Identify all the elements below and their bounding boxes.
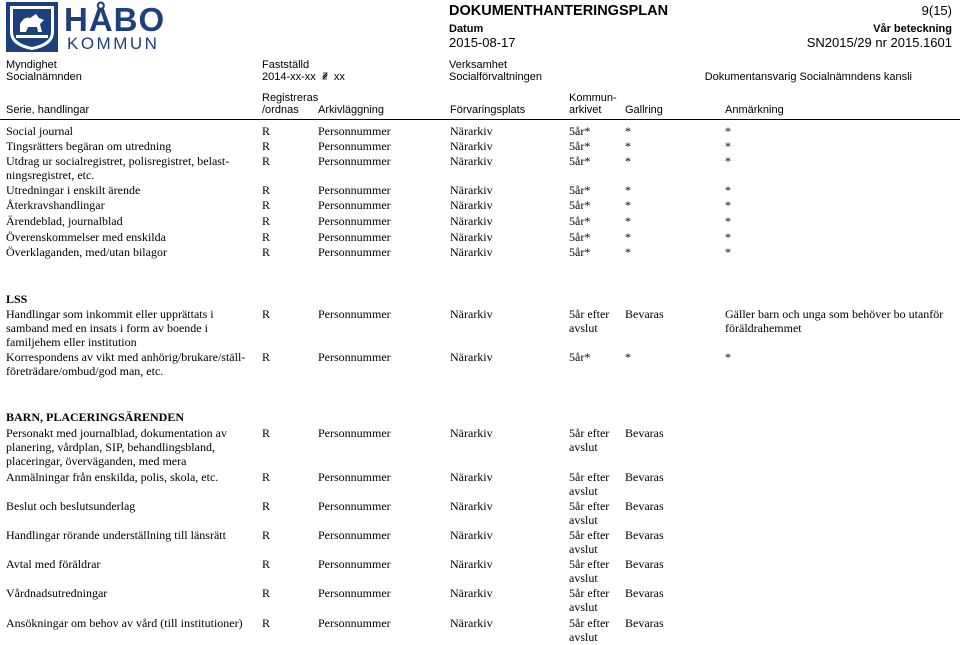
cell-forv: Närarkiv xyxy=(450,139,493,153)
cell-serie: Återkravshandlingar xyxy=(6,198,105,212)
cell-reg: R xyxy=(262,154,271,168)
cell-serie: Personakt med journalblad, dokumentation av planering, vårdplan, SIP, behandlingsbland, placeringar, överväganden, med mera xyxy=(6,426,227,468)
cell-serie: Korrespondens av vikt med anhörig/brukare/ställ-företrädare/ombud/god man, etc. xyxy=(6,350,246,378)
cell-forv: Närarkiv xyxy=(450,499,493,513)
col-anmarkning: Anmärkning xyxy=(725,104,784,116)
cell-komm: 5år* xyxy=(569,183,591,197)
cell-anm: * xyxy=(725,214,731,228)
cell-reg: R xyxy=(262,183,271,197)
col-serie: Serie, handlingar xyxy=(6,104,90,116)
datum-value: 2015-08-17 xyxy=(449,35,516,50)
cell-ark: Personnummer xyxy=(318,307,391,321)
cell-serie: Ansökningar om behov av vård (till institutioner) xyxy=(6,616,243,630)
myndighet-value: Socialnämnden xyxy=(6,71,82,83)
cell-forv: Närarkiv xyxy=(450,426,493,440)
cell-komm: 5år efter avslut xyxy=(569,470,610,498)
col-registreras-1: Registreras xyxy=(262,92,319,104)
dokumentansvarig-value: Dokumentansvarig Socialnämndens kansli xyxy=(704,71,912,83)
cell-gall: * xyxy=(625,124,631,138)
cell-forv: Närarkiv xyxy=(450,586,493,600)
cell-ark: Personnummer xyxy=(318,470,391,484)
cell-anm: * xyxy=(725,245,731,259)
document-title: DOKUMENTHANTERINGSPLAN xyxy=(449,3,669,19)
cell-ark: Personnummer xyxy=(318,528,391,542)
cell-gall: * xyxy=(625,154,631,168)
cell-ark: Personnummer xyxy=(318,124,391,138)
cell-forv: Närarkiv xyxy=(450,470,493,484)
brand-name: HÅBO xyxy=(64,1,166,38)
cell-ark: Personnummer xyxy=(318,350,391,364)
col-arkivlaggning: Arkivläggning xyxy=(318,104,385,116)
cell-gall: * xyxy=(625,139,631,153)
cell-ark: Personnummer xyxy=(318,139,391,153)
cell-anm: * xyxy=(725,183,731,197)
cell-ark: Personnummer xyxy=(318,214,391,228)
cell-gall: * xyxy=(625,230,631,244)
cell-serie: Social journal xyxy=(6,124,73,138)
cell-serie: Avtal med föräldrar xyxy=(6,557,101,571)
cell-forv: Närarkiv xyxy=(450,198,493,212)
cell-ark: Personnummer xyxy=(318,586,391,600)
cell-serie: Överklaganden, med/utan bilagor xyxy=(6,245,167,259)
cell-forv: Närarkiv xyxy=(450,528,493,542)
cell-ark: Personnummer xyxy=(318,499,391,513)
cell-reg: R xyxy=(262,557,271,571)
cell-reg: R xyxy=(262,499,271,513)
cell-forv: Närarkiv xyxy=(450,245,493,259)
cell-forv: Närarkiv xyxy=(450,557,493,571)
cell-komm: 5år efter avslut xyxy=(569,499,610,527)
cell-gall: * xyxy=(625,183,631,197)
reference-label: Vår beteckning xyxy=(873,23,952,35)
cell-forv: Närarkiv xyxy=(450,307,493,321)
page-number: 9(15) xyxy=(921,3,952,18)
cell-ark: Personnummer xyxy=(318,183,391,197)
cell-anm: * xyxy=(725,154,731,168)
cell-serie: Utredningar i enskilt ärende xyxy=(6,183,141,197)
cell-anm: * xyxy=(725,350,731,364)
cell-gall: Bevaras xyxy=(625,616,664,630)
cell-komm: 5år efter avslut xyxy=(569,307,610,335)
col-kommunarkivet-2: arkivet xyxy=(569,104,602,116)
cell-reg: R xyxy=(262,214,271,228)
cell-reg: R xyxy=(262,350,271,364)
cell-gall: Bevaras xyxy=(625,586,664,600)
cell-komm: 5år* xyxy=(569,198,591,212)
cell-serie: Utdrag ur socialregistret, polisregistret, belast-ningsregistret, etc. xyxy=(6,154,230,182)
cell-serie: Anmälningar från enskilda, polis, skola, etc. xyxy=(6,470,219,484)
cell-anm: Gäller barn och unga som behöver bo utanför föräldrahemmet xyxy=(725,307,944,335)
cell-anm: * xyxy=(725,230,731,244)
datum-label: Datum xyxy=(449,23,484,35)
cell-reg: R xyxy=(262,470,271,484)
cell-forv: Närarkiv xyxy=(450,183,493,197)
cell-forv: Närarkiv xyxy=(450,124,493,138)
cell-reg: R xyxy=(262,245,271,259)
cell-ark: Personnummer xyxy=(318,426,391,440)
cell-ark: Personnummer xyxy=(318,245,391,259)
cell-komm: 5år efter avslut xyxy=(569,426,610,454)
verksamhet-label: Verksamhet xyxy=(449,59,508,71)
cell-reg: R xyxy=(262,426,271,440)
cell-serie: Handlingar som inkommit eller upprättats i samband med en insats i form av boende i familjehem eller institution xyxy=(6,307,214,349)
cell-reg: R xyxy=(262,139,271,153)
col-forvaringsplats: Förvaringsplats xyxy=(450,104,526,116)
cell-gall: Bevaras xyxy=(625,528,664,542)
cell-komm: 5år* xyxy=(569,245,591,259)
section-title: LSS xyxy=(6,292,28,306)
cell-komm: 5år efter avslut xyxy=(569,528,610,556)
cell-ark: Personnummer xyxy=(318,230,391,244)
cell-gall: Bevaras xyxy=(625,499,664,513)
reference-value: SN2015/29 nr 2015.1601 xyxy=(806,35,952,50)
cell-reg: R xyxy=(262,124,271,138)
cell-forv: Närarkiv xyxy=(450,214,493,228)
cell-serie: Överenskommelser med enskilda xyxy=(6,230,166,244)
cell-serie: Beslut och beslutsunderlag xyxy=(6,499,136,513)
section-title: BARN, PLACERINGSÄRENDEN xyxy=(6,410,185,424)
cell-ark: Personnummer xyxy=(318,154,391,168)
col-gallring: Gallring xyxy=(625,104,663,116)
col-kommunarkivet-1: Kommun- xyxy=(569,92,617,104)
cell-forv: Närarkiv xyxy=(450,154,493,168)
cell-komm: 5år efter avslut xyxy=(569,586,610,614)
cell-reg: R xyxy=(262,528,271,542)
cell-gall: Bevaras xyxy=(625,307,664,321)
cell-gall: Bevaras xyxy=(625,426,664,440)
faststalld-date: 2014-xx-xx xyxy=(262,71,316,83)
cell-ark: Personnummer xyxy=(318,616,391,630)
cell-ark: Personnummer xyxy=(318,557,391,571)
cell-anm: * xyxy=(725,124,731,138)
cell-komm: 5år efter avslut xyxy=(569,557,610,585)
cell-gall: * xyxy=(625,214,631,228)
cell-forv: Närarkiv xyxy=(450,616,493,630)
cell-anm: * xyxy=(725,139,731,153)
faststalld-suffix: xx xyxy=(333,71,345,83)
cell-gall: Bevaras xyxy=(625,557,664,571)
cell-reg: R xyxy=(262,586,271,600)
cell-ark: Personnummer xyxy=(318,198,391,212)
cell-komm: 5år* xyxy=(569,230,591,244)
cell-serie: Vårdnadsutredningar xyxy=(6,586,108,600)
cell-forv: Närarkiv xyxy=(450,230,493,244)
cell-reg: R xyxy=(262,616,271,630)
myndighet-label: Myndighet xyxy=(6,59,57,71)
cell-serie: Handlingar rörande underställning till länsrätt xyxy=(6,528,226,542)
verksamhet-value: Socialförvaltningen xyxy=(449,71,542,83)
cell-komm: 5år efter avslut xyxy=(569,616,610,644)
faststalld-label: Fastställd xyxy=(262,59,310,71)
col-registreras-2: /ordnas xyxy=(262,104,299,116)
cell-komm: 5år* xyxy=(569,214,591,228)
cell-komm: 5år* xyxy=(569,124,591,138)
cell-reg: R xyxy=(262,230,271,244)
cell-reg: R xyxy=(262,198,271,212)
brand-subtitle: KOMMUN xyxy=(67,34,160,53)
cell-gall: * xyxy=(625,350,631,364)
cell-anm: * xyxy=(725,198,731,212)
cell-serie: Ärendeblad, journalblad xyxy=(6,214,123,228)
cell-forv: Närarkiv xyxy=(450,350,493,364)
cell-serie: Tingsrätters begäran om utredning xyxy=(6,139,172,153)
cell-gall: * xyxy=(625,198,631,212)
cell-reg: R xyxy=(262,307,271,321)
cell-komm: 5år* xyxy=(569,154,591,168)
cell-komm: 5år* xyxy=(569,350,591,364)
cell-komm: 5år* xyxy=(569,139,591,153)
cell-gall: Bevaras xyxy=(625,470,664,484)
cell-gall: * xyxy=(625,245,631,259)
